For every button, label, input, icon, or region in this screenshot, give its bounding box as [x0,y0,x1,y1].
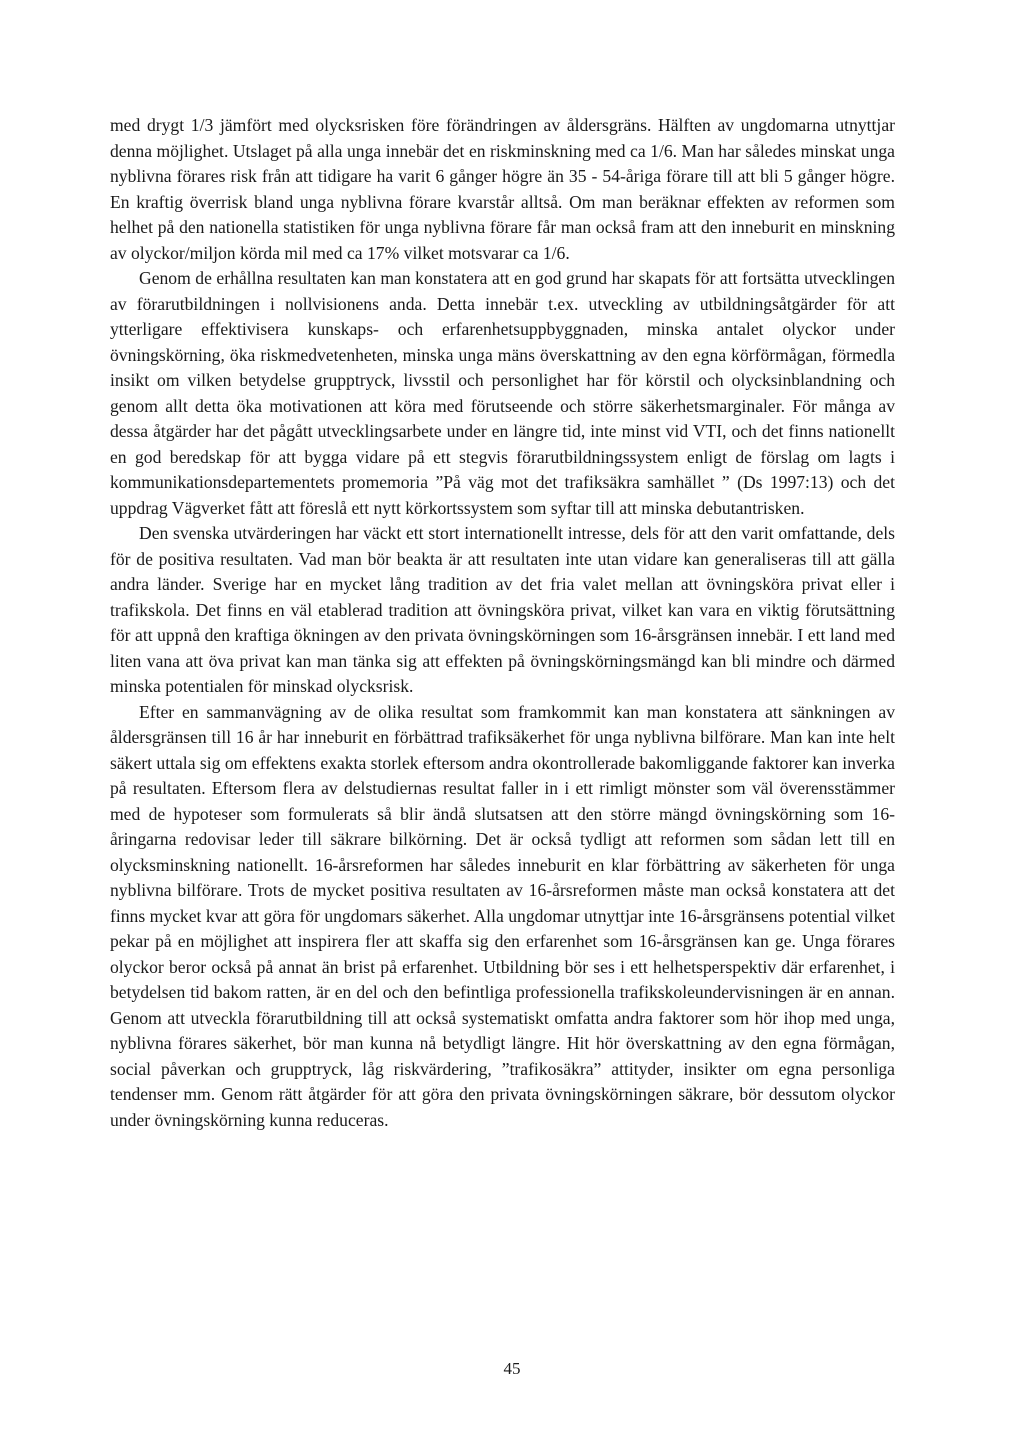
document-body [110,113,895,1133]
paragraph-conclusion: Efter en sammanvägning av de olika resultat som framkommit kan man konstatera att sänkningen av åldersgränsen till 16 år har inneburit en förbättrad trafiksäkerhet för unga nyblivna bilförare. Man kan inte helt säkert uttala sig om effektens exakta storlek eftersom andra okontrollerade bakomliggande faktorer kan inverka på resultaten. Eftersom flera av delstudiernas resultat faller in i ett rimligt mönster som väl överensstämmer med de hypoteser som formulerats så blir ändå slutsatsen att den större mängd övningskörning som 16-åringarna redovisar leder till säkrare bilkörning. Det är också tydligt att reformen som sådan lett till en olycksminskning nationellt. 16-årsreformen har således inneburit en klar förbättring av säkerheten för unga nyblivna bilförare. Trots de mycket positiva resultaten av 16-årsreformen måste man också konstatera att det finns mycket kvar att göra för ungdomars säkerhet. Alla ungdomar utnyttjar inte 16-årsgränsens potential vilket pekar på en möjlighet att inspirera fler att skaffa sig den erfarenhet som 16-årsgränsen kan ge. Unga förares olyckor beror också på annat än brist på erfarenhet. Utbildning bör ses i ett helhetsperspektiv där erfarenhet, i betydelsen tid bakom ratten, är en del och den befintliga professionella trafikskoleundervisningen är en annan. Genom att utveckla förarutbildning till att också systematiskt omfatta andra faktorer som hör ihop med unga, nyblivna förares säkerhet, bör man kunna nå betydligt längre. Hit hör överskattning av den egna förmågan, social påverkan och grupptryck, låg riskvärdering, ”trafikosäkra” attityder, insikter om egna personliga tendenser mm. Genom rätt åtgärder för att göra den privata övningskörningen säkrare, bör dessutom olyckor under övningskörning kunna reduceras. [110,701,895,1130]
paragraph-international-interest: Den svenska utvärderingen har väckt ett stort internationellt intresse, dels för att den varit omfattande, dels för de positiva resultaten. Vad man bör beakta är att resultaten inte utan vidare kan generaliseras till att gälla andra länder. Sverige har en mycket lång tradition av det fria valet mellan att övningsköra privat eller i trafikskola. Det finns en väl etablerad tradition att övningsköra privat, vilket kan vara en viktig förutsättning för att uppnå den kraftiga ökningen av den privata övningskörningen som 16-årsgränsen innebär. I ett land med liten vana att öva privat kan man tänka sig att effekten på övningskörningsmängd kan bli mindre och därmed minska potentialen för minskad olycksrisk. [110,523,895,696]
page-number: 45 [503,1359,521,1378]
paragraph-continuation: med drygt 1/3 jämfört med olycksrisken före förändringen av åldersgräns. Hälften av ungdomarna utnyttjar denna möjlighet. Utslaget på alla unga innebär det en riskminskning med ca 1/6. Man har således minskat unga nyblivna förares risk från att tidigare ha varit 6 gånger högre än 35 - 54-åriga förare till att bli 5 gånger högre. En kraftig överrisk bland unga nyblivna förare kvarstår alltså. Om man beräknar effekten av reformen som helhet på den nationella statistiken för unga nyblivna förare får man också fram att den inneburit en minskning av olyckor/miljon körda mil med ca 17% vilket motsvarar ca 1/6. [110,115,895,263]
paragraph-foundation: Genom de erhållna resultaten kan man konstatera att en god grund har skapats för att fortsätta utvecklingen av förarutbildningen i nollvisionens anda. Detta innebär t.ex. utveckling av utbildningsåtgärder för att ytterligare effektivisera kunskaps- och erfarenhetsuppbyggnaden, minska antalet olyckor under övningskörning, öka riskmedvetenheten, minska unga mäns överskattning av den egna körförmågan, förmedla insikt om vilken betydelse grupptryck, livsstil och personlighet har för körstil och olycksinblandning och genom allt detta öka motivationen att köra med förutseende och större säkerhetsmarginaler. För många av dessa åtgärder har det pågått utvecklingsarbete under en längre tid, inte minst vid VTI, och det finns nationellt en god beredskap för att bygga vidare på ett stegvis förarutbildningssystem enligt de förslag om lagts i kommunikationsdepartementets promemoria ”På väg mot det trafiksäkra samhället ” (Ds 1997:13) och det uppdrag Vägverket fått att föreslå ett nytt körkortssystem som syftar till att minska debutantrisken. [110,268,895,518]
